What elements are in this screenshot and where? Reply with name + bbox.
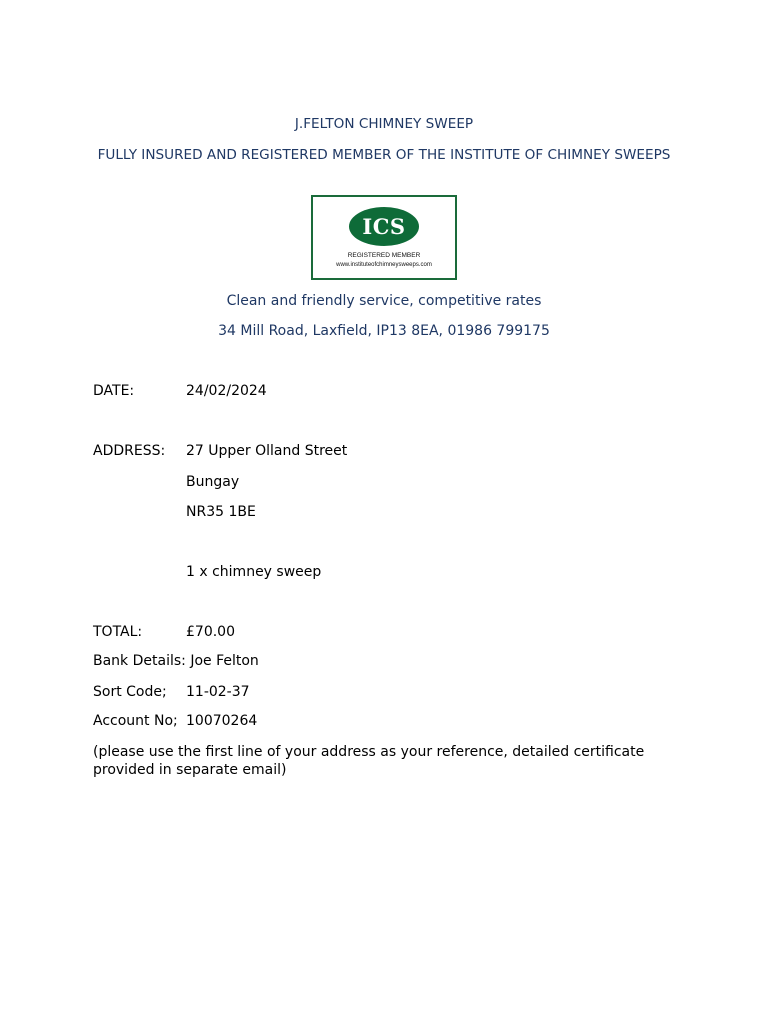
service-line: 1 x chimney sweep xyxy=(186,564,322,580)
sort-code-label: Sort Code; xyxy=(93,684,167,700)
account-number-label: Account No; xyxy=(93,713,178,729)
total-value: £70.00 xyxy=(186,624,235,640)
ics-logo-oval: ICS xyxy=(349,207,419,246)
company-name: J.FELTON CHIMNEY SWEEP xyxy=(294,116,474,132)
business-contact: 34 Mill Road, Laxfield, IP13 8EA, 01986 799175 xyxy=(218,323,550,339)
address-line-3: NR35 1BE xyxy=(186,504,256,520)
payment-reference-note: (please use the first line of your address as your reference, detailed certificate provided in separate email) xyxy=(93,744,645,778)
bank-details xyxy=(93,652,259,670)
tagline: Clean and friendly service, competitive rates xyxy=(226,293,542,309)
date-label: DATE: xyxy=(93,383,135,399)
membership-statement: FULLY INSURED AND REGISTERED MEMBER OF THE INSTITUTE OF CHIMNEY SWEEPS xyxy=(97,147,671,163)
bank-details-value: Joe Felton xyxy=(190,653,259,669)
total-label: TOTAL: xyxy=(93,624,143,640)
date-value: 24/02/2024 xyxy=(186,383,267,399)
address-line-2: Bungay xyxy=(186,474,240,490)
bank-details-label: Bank Details: xyxy=(93,653,186,669)
address-line-1: 27 Upper Olland Street xyxy=(186,443,348,459)
sort-code-value: 11-02-37 xyxy=(186,684,250,700)
ics-logo-member-text: REGISTERED MEMBER xyxy=(347,252,421,259)
ics-logo xyxy=(311,195,457,280)
address-label: ADDRESS: xyxy=(93,443,166,459)
account-number-value: 10070264 xyxy=(186,713,258,729)
ics-logo-url: www.instituteofchimneysweeps.com xyxy=(336,262,432,268)
